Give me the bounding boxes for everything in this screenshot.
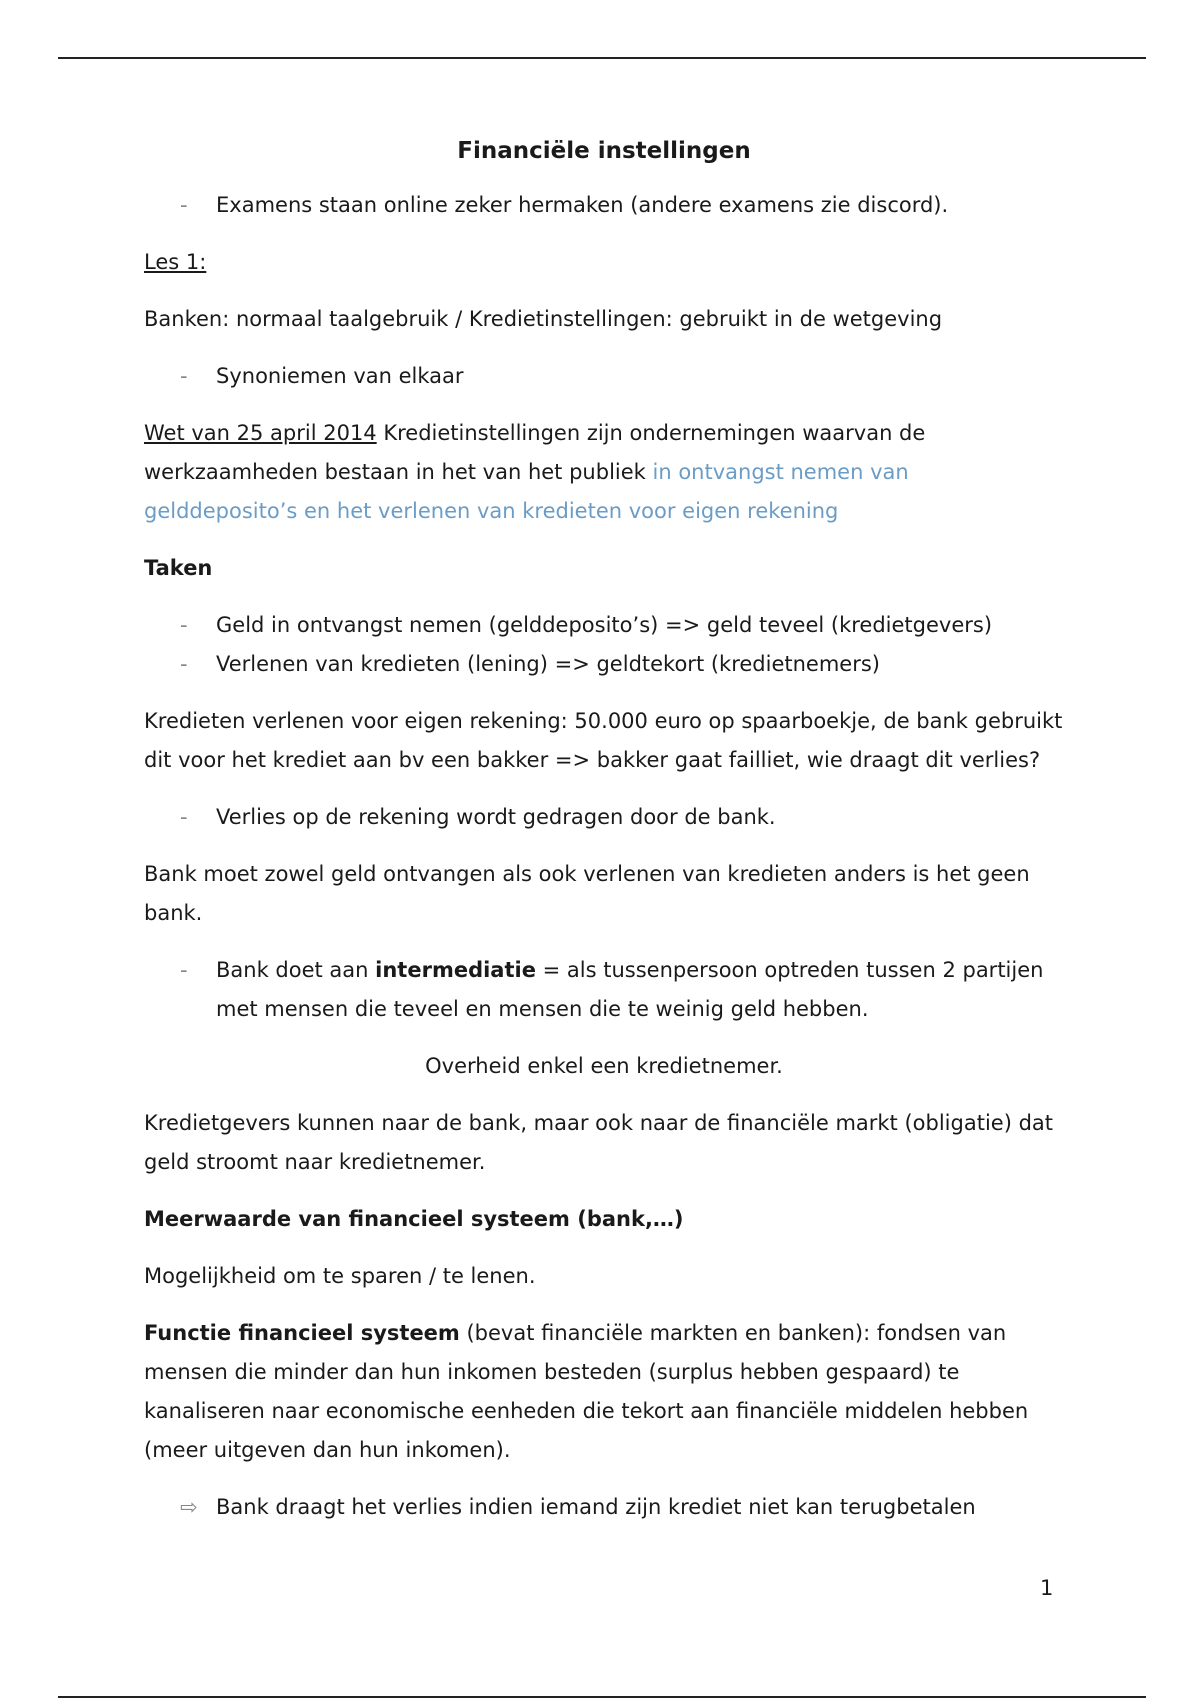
arrow-list — [144, 1488, 1064, 1527]
list-item: - Geld in ontvangst nemen (gelddeposito’s) => geld teveel (kredietgevers) — [144, 606, 1064, 645]
overheid-line: Overheid enkel een kredietnemer. — [425, 1054, 783, 1078]
mogelijkheid-line: Mogelijkheid om te sparen / te lenen. — [144, 1264, 536, 1288]
verlies-list — [144, 798, 1064, 837]
document-page — [144, 138, 1064, 1545]
kredietgevers-paragraph: Kredietgevers kunnen naar de bank, maar ook naar de financiële markt (obligatie) dat geld stroomt naar kredietnemer. — [144, 1111, 1053, 1174]
footer-rule — [58, 1696, 1146, 1698]
page-number: 1 — [1040, 1576, 1054, 1600]
taken-heading: Taken — [144, 556, 213, 580]
arrow-bullet-icon: ⇨ — [180, 1495, 198, 1519]
les-heading: Les 1: — [144, 250, 207, 274]
intermediatie-list — [144, 951, 1064, 1029]
taken-list — [144, 606, 1064, 684]
dash-bullet-icon: - — [180, 958, 188, 982]
synoniemen-list — [144, 357, 1064, 396]
dash-bullet-icon: - — [180, 364, 188, 388]
meerwaarde-heading: Meerwaarde van financieel systeem (bank,…) — [144, 1207, 684, 1231]
functie-paragraph: Functie financieel systeem (bevat financiële markten en banken): fondsen van mensen die minder dan hun inkomen besteden (surplus hebben gespaard) te kanaliseren naar economische eenheden die tekort aan financiële middelen hebben (meer uitgeven dan hun inkomen). — [144, 1321, 1029, 1462]
banken-line: Banken: normaal taalgebruik / Kredietinstellingen: gebruikt in de wetgeving — [144, 307, 943, 331]
wet-paragraph: Wet van 25 april 2014 Kredietinstellingen zijn ondernemingen waarvan de werkzaamheden bestaan in het van het publiek in ontvangst nemen van gelddeposito’s en het verlenen van kredieten voor eigen rekening — [144, 421, 926, 523]
dash-bullet-icon: - — [180, 613, 188, 637]
dash-bullet-icon: - — [180, 652, 188, 676]
list-item: ⇨ Bank draagt het verlies indien iemand zijn krediet niet kan terugbetalen — [144, 1488, 1064, 1527]
dash-bullet-icon: - — [180, 193, 188, 217]
list-item: - Synoniemen van elkaar — [144, 357, 1064, 396]
header-rule — [58, 57, 1146, 59]
kredieten-paragraph: Kredieten verlenen voor eigen rekening: 50.000 euro op spaarboekje, de bank gebruikt dit voor het krediet aan bv een bakker => bakker gaat failliet, wie draagt dit verlies? — [144, 709, 1063, 772]
wet-label: Wet van 25 april 2014 — [144, 421, 377, 445]
list-item: - Examens staan online zeker hermaken (andere examens zie discord). — [144, 186, 1064, 225]
list-item: - Verlenen van kredieten (lening) => geldtekort (kredietnemers) — [144, 645, 1064, 684]
document-title: Financiële instellingen — [457, 138, 751, 164]
dash-bullet-icon: - — [180, 805, 188, 829]
list-item: - Verlies op de rekening wordt gedragen door de bank. — [144, 798, 1064, 837]
wet-highlight: in ontvangst nemen van gelddeposito’s en het verlenen van kredieten voor eigen rekening — [144, 460, 909, 523]
intro-list — [144, 186, 1064, 225]
bank-paragraph: Bank moet zowel geld ontvangen als ook verlenen van kredieten anders is het geen bank. — [144, 862, 1030, 925]
list-item: - Bank doet aan intermediatie = als tussenpersoon optreden tussen 2 partijen met mensen die teveel en mensen die te weinig geld hebben. — [144, 951, 1064, 1029]
